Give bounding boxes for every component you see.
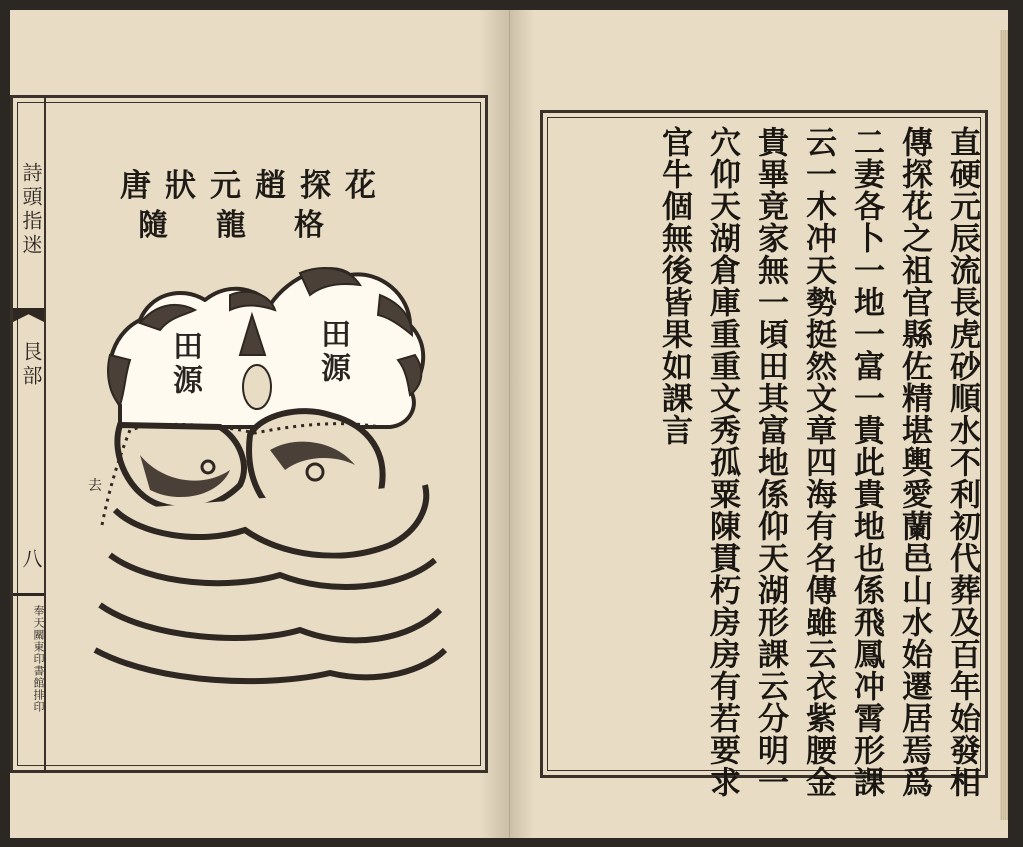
tomb-mound xyxy=(243,365,271,409)
field-label-right: 田源 xyxy=(315,318,350,386)
illustration-title: 唐狀元趙探花 xyxy=(120,168,390,204)
text-column: 云一木冲天勢挺然文章四海有名傳雖云衣紫腰金 xyxy=(800,126,836,798)
page-number: 八 xyxy=(19,548,43,572)
flow-label: 去 xyxy=(88,478,102,494)
text-column: 傳探花之祖官縣佐精堪輿愛蘭邑山水始遷居焉爲 xyxy=(896,126,932,798)
field-label-left: 田源 xyxy=(167,330,202,398)
lower-layer xyxy=(95,650,445,681)
margin-rule xyxy=(13,593,44,596)
text-column: 貴畢竟家無一頃田其富地係仰天湖形課云分明一 xyxy=(752,126,788,798)
imprint-line: 奉天關東印書館排印 xyxy=(32,605,45,713)
book-title: 詩頭指迷 xyxy=(19,162,43,258)
text-column: 穴仰天湖倉庫重重文秀孤粟陳貫朽房房有若要求 xyxy=(704,126,740,798)
lower-layer xyxy=(100,605,440,640)
burial-point xyxy=(307,464,323,480)
lower-layer xyxy=(110,555,435,587)
body-text xyxy=(602,126,982,798)
section-name: 艮部 xyxy=(19,341,43,389)
printer-imprint xyxy=(14,605,46,755)
feng-shui-landform-illustration xyxy=(80,255,450,695)
burial-point xyxy=(202,461,214,473)
text-column: 二妻各卜一地一富一貴此貴地也係飛鳳冲霄形課 xyxy=(848,126,884,798)
page-edge xyxy=(1000,30,1008,820)
illustration-subtitle: 隨龍格 xyxy=(138,208,372,243)
text-column: 官牛個無後皆果如課言 xyxy=(656,126,692,446)
text-column: 直硬元辰流長虎砂順水不利初代葬及百年始發相 xyxy=(944,126,980,798)
